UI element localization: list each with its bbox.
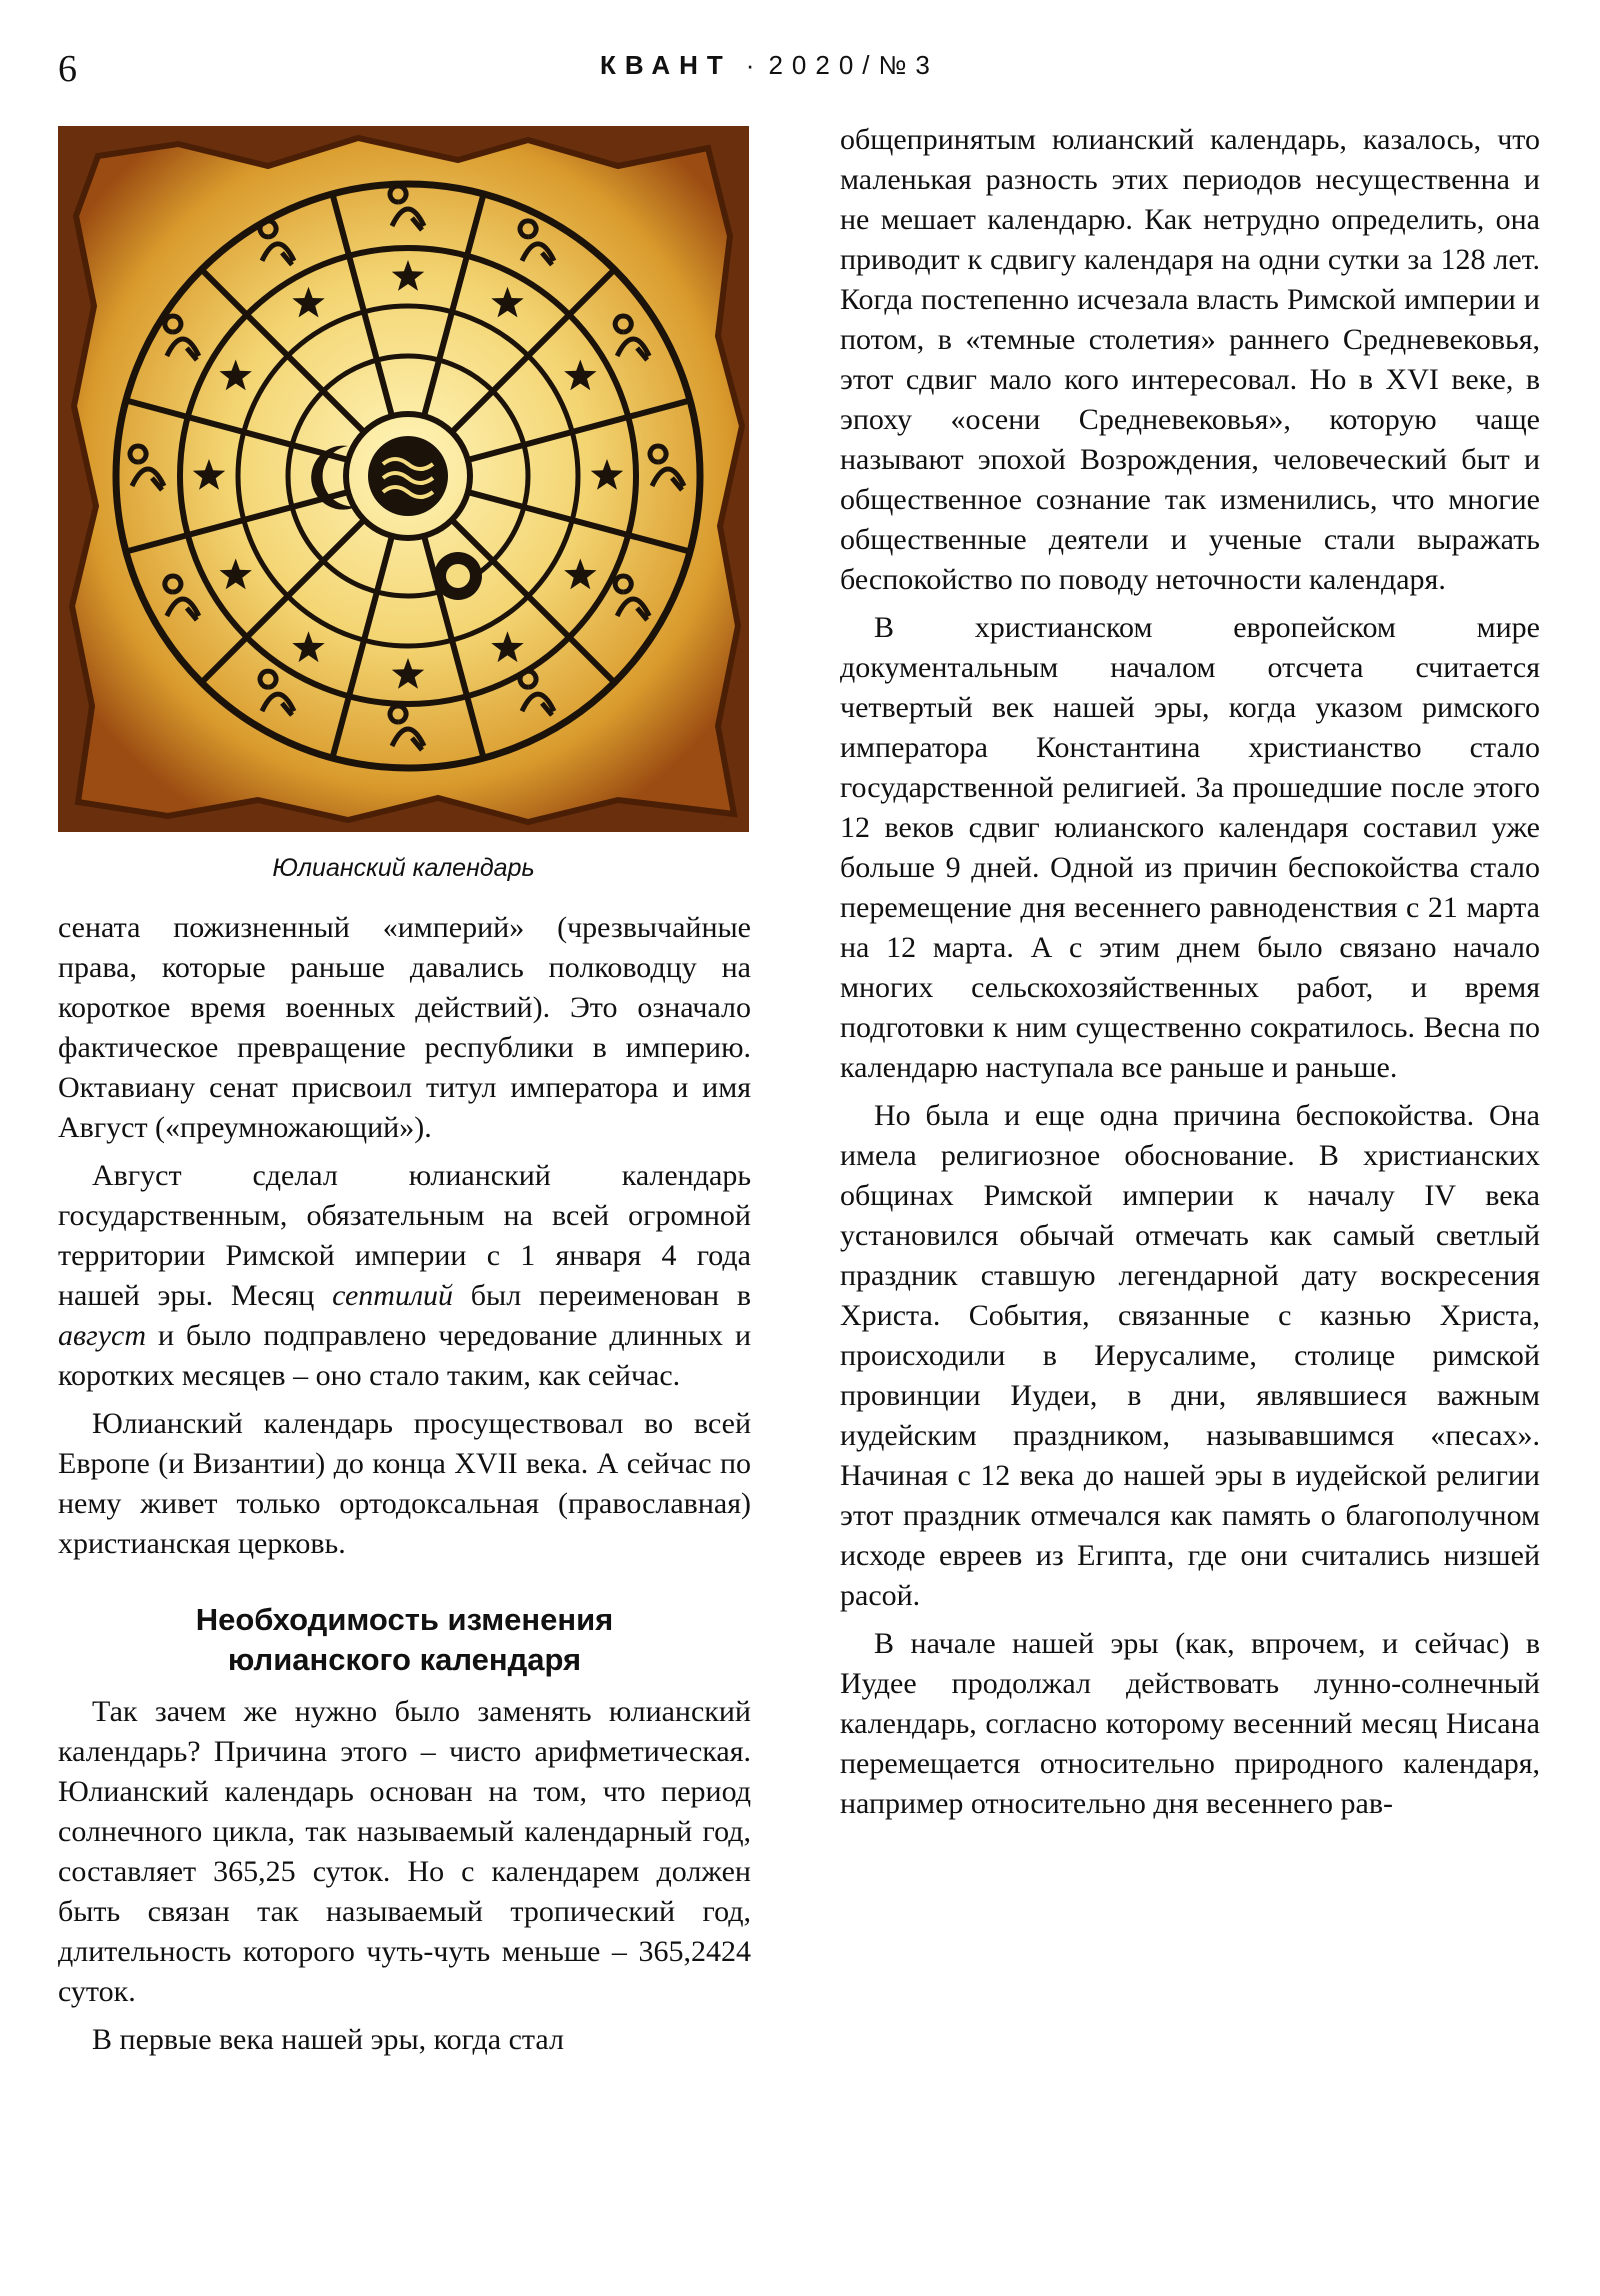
paragraph: Юлианский календарь просуществовал во всей Европе (и Византии) до конца XVII века. А сейчас по нему живет только ортодоксальная (православная) христианская церковь. — [58, 1407, 751, 1560]
paragraph: В христианском европейском мире документальным началом отсчета считается четвертый век нашей эры, когда указом римского императора Константина христианство стало государственной религией. За прошедшие после этого 12 веков сдвиг юлианского календаря составил уже больше 9 дней. Одной из причин беспокойства стало перемещение дня весеннего равноденствия с 21 марта на 12 марта. А с этим днем было связано начало многих сельскохозяйственных работ, и время подготовки к ним существенно сократилось. Весна по календарю наступала все раньше и раньше. — [840, 611, 1540, 1084]
text-run: был переименован в — [453, 1279, 752, 1312]
header-separator: · — [745, 50, 755, 80]
section-heading-line: Необходимость изменения — [195, 1602, 614, 1637]
paragraph: Так зачем же нужно было заменять юлианский календарь? Причина этого – чисто арифметическая. Юлианский календарь основан на том, что период солнечного цикла, так называемый календарный год, составляет 365,25 суток. Но с календарем должен быть связан так называемый тропический год, длительность которого чуть-чуть меньше – 365,2424 суток. — [58, 1695, 751, 2008]
text-run: и было подправлено чередование длинных и коротких месяцев – оно стало таким, как сейчас. — [58, 1319, 751, 1392]
calendar-illustration — [58, 126, 749, 832]
left-column — [58, 908, 751, 2068]
sun-symbol — [434, 552, 482, 600]
right-column — [840, 120, 1540, 1832]
paragraph — [58, 1156, 751, 1396]
paragraph: общепринятым юлианский календарь, казалось, что маленькая разность этих периодов несущественна и не мешает календарю. Как нетрудно определить, она приводит к сдвигу календаря на одни сутки за 128 лет. Когда постепенно исчезала власть Римской империи и потом, в «темные столетия» раннего Средневековья, этот сдвиг мало кого интересовал. Но в XVI веке, в эпоху «осени Средневековья», которую чаще называют эпохой Возрождения, человеческий быт и общественное сознание так изменились, что многие общественные деятели и ученые стали выражать беспокойство по поводу неточности календаря. — [840, 123, 1540, 596]
emphasis-septilius: септилий — [332, 1279, 454, 1312]
figure-caption: Юлианский календарь — [272, 854, 535, 882]
paragraph: В начале нашей эры (как, впрочем, и сейчас) в Иудее продолжал действовать лунно-солнечный календарь, согласно которому весенний месяц Нисана перемещается относительно природного календаря, например относительно дня весеннего рав- — [840, 1627, 1540, 1820]
paragraph: сената пожизненный «империй» (чрезвычайные права, которые раньше давались полководцу на короткое время военных действий). Это означало фактическое превращение республики в империю. Октавиану сенат присвоил титул императора и имя Август («преумножающий»). — [58, 911, 751, 1144]
journal-title: КВАНТ — [600, 50, 732, 80]
text-run: Август сделал юлианский календарь государственным, обязательным на всей огромной территории Римской империи с 1 января 4 года нашей эры. Месяц — [58, 1159, 751, 1312]
page-number: 6 — [58, 48, 77, 90]
paragraph: Но была и еще одна причина беспокойства. Она имела религиозное обоснование. В христианских общинах Римской империи к началу IV века установился обычай отмечать как самый светлый праздник ставшую легендарной дату воскресения Христа. События, связанные с казнью Христа, происходили в Иерусалиме, столице римской провинции Иудеи, в дни, являвшиеся важным иудейским праздником, называвшимся «песах». Начиная с 12 века до нашей эры в иудейской религии этот праздник отмечался как память о благополучном исходе евреев из Египта, где они считались низшей расой. — [840, 1099, 1540, 1612]
zodiac-wheel-drawing — [58, 126, 749, 832]
issue-number: 2020/№3 — [768, 50, 939, 80]
paragraph: В первые века нашей эры, когда стал — [92, 2023, 564, 2056]
emphasis-august: август — [58, 1319, 147, 1352]
section-heading-line: юлианского календаря — [227, 1642, 582, 1677]
center-medallion — [368, 436, 448, 516]
section-heading — [58, 1600, 751, 1680]
journal-header — [600, 52, 939, 78]
